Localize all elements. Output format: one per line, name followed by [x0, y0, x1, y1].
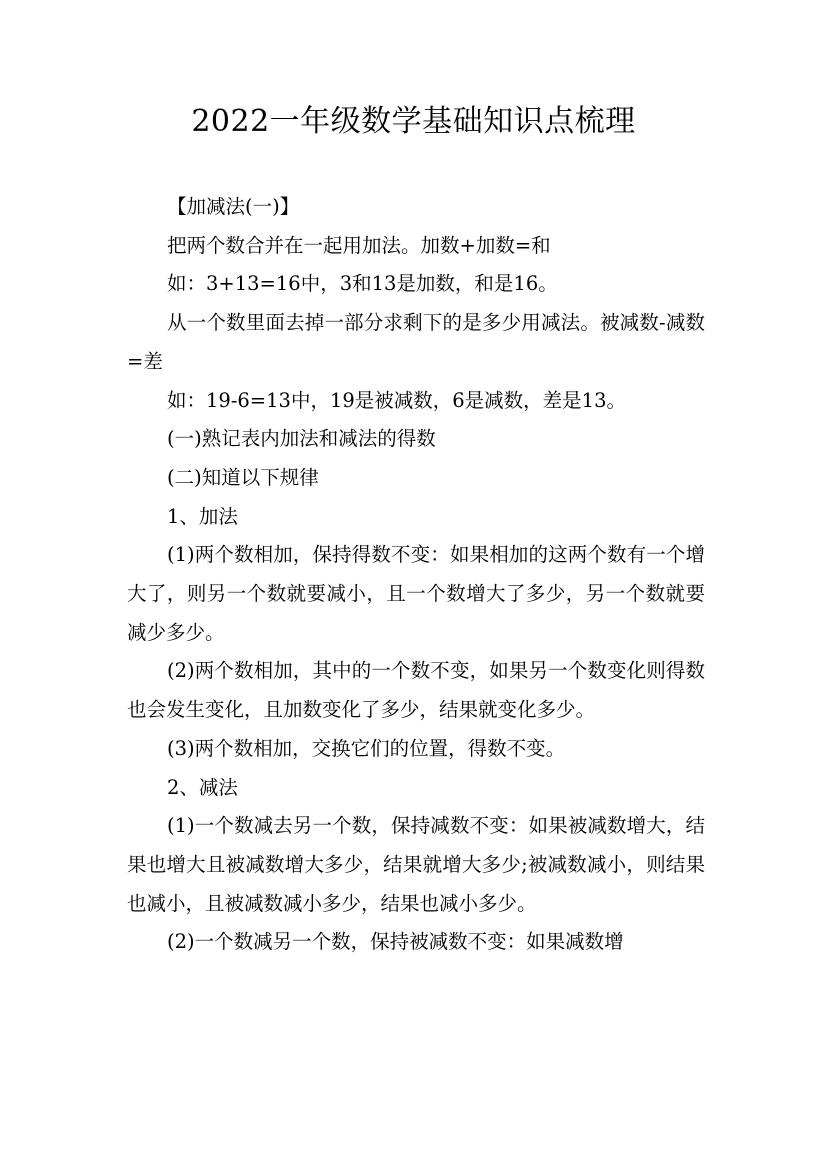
- document-title: 2022一年级数学基础知识点梳理: [191, 104, 636, 139]
- paragraph-subtraction-example: 如：19-6=13中，19是被减数，6是减数，差是13。: [167, 388, 626, 412]
- paragraph-addition-example: 如：3+13=16中，3和13是加数，和是16。: [167, 272, 558, 296]
- paragraph-point-two: (二)知道以下规律: [167, 465, 319, 489]
- paragraph-section-heading: 【加减法(一)】: [167, 195, 300, 218]
- paragraph-subtraction-rule-2: (2)一个数减另一个数，保持被减数不变：如果减数增: [167, 930, 624, 954]
- paragraph-point-one: (一)熟记表内加法和减法的得数: [167, 427, 436, 451]
- paragraph-subtraction-rule-1: (1)一个数减去另一个数，保持减数不变：如果被减数增大，结果也增大且被减数增大多少，结果就增大多少;被减数减小，则结果也减小，且被减数减小多少，结果也减小多少。: [127, 814, 705, 915]
- document-body: [127, 188, 705, 962]
- paragraph-subtraction-definition: 从一个数里面去掉一部分求剩下的是多少用减法。被减数-减数=差: [127, 311, 705, 373]
- paragraph-addition-rule-3: (3)两个数相加，交换它们的位置，得数不变。: [167, 736, 566, 760]
- paragraph-addition-definition: 把两个数合并在一起用加法。加数+加数=和: [167, 233, 551, 257]
- paragraph-subtraction-heading: 2、减法: [167, 775, 238, 799]
- paragraph-addition-rule-1: (1)两个数相加，保持得数不变：如果相加的这两个数有一个增大了，则另一个数就要减小，且一个数增大了多少，另一个数就要减少多少。: [127, 543, 705, 644]
- paragraph-addition-rule-2: (2)两个数相加，其中的一个数不变，如果另一个数变化则得数也会发生变化，且加数变化了多少，结果就变化多少。: [127, 659, 705, 722]
- paragraph-addition-heading: 1、加法: [167, 504, 238, 528]
